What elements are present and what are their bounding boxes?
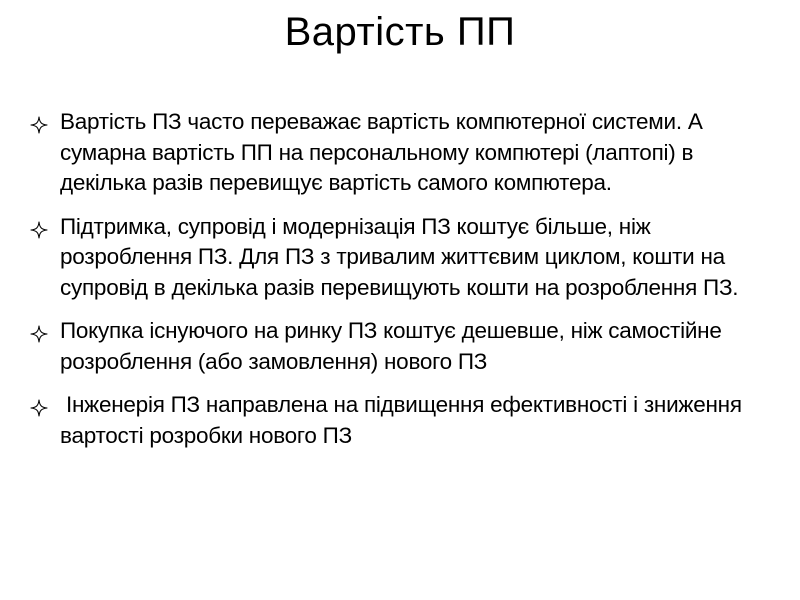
bullet-text: Покупка існуючого на ринку ПЗ коштує дешевше, ніж самостійне розроблення (або замовлення) нового ПЗ <box>60 318 722 374</box>
bullet-item <box>30 212 770 304</box>
bullet-text: Вартість ПЗ часто переважає вартість компютерної системи. А сумарна вартість ПП на персональному компютері (лаптопі) в декілька разів перевищує вартість самого компютера. <box>60 109 703 195</box>
slide-title: Вартість ПП <box>284 10 516 54</box>
bullet-item <box>30 107 770 199</box>
bullet-list <box>30 107 770 464</box>
bullet-text: Підтримка, супровід і модернізація ПЗ коштує більше, ніж розроблення ПЗ. Для ПЗ з тривалим життєвим циклом, кошти на супровід в декілька разів перевищують кошти на розроблення ПЗ. <box>60 213 739 300</box>
four-point-star-icon <box>30 221 48 239</box>
four-point-star-icon <box>30 399 48 417</box>
bullet-text: Інженерія ПЗ направлена на підвищення ефективності і зниження вартості розробки нового ПЗ <box>60 392 742 448</box>
bullet-item <box>30 316 770 377</box>
four-point-star-icon <box>30 325 48 343</box>
four-point-star-icon <box>30 116 48 134</box>
bullet-item <box>30 390 770 451</box>
